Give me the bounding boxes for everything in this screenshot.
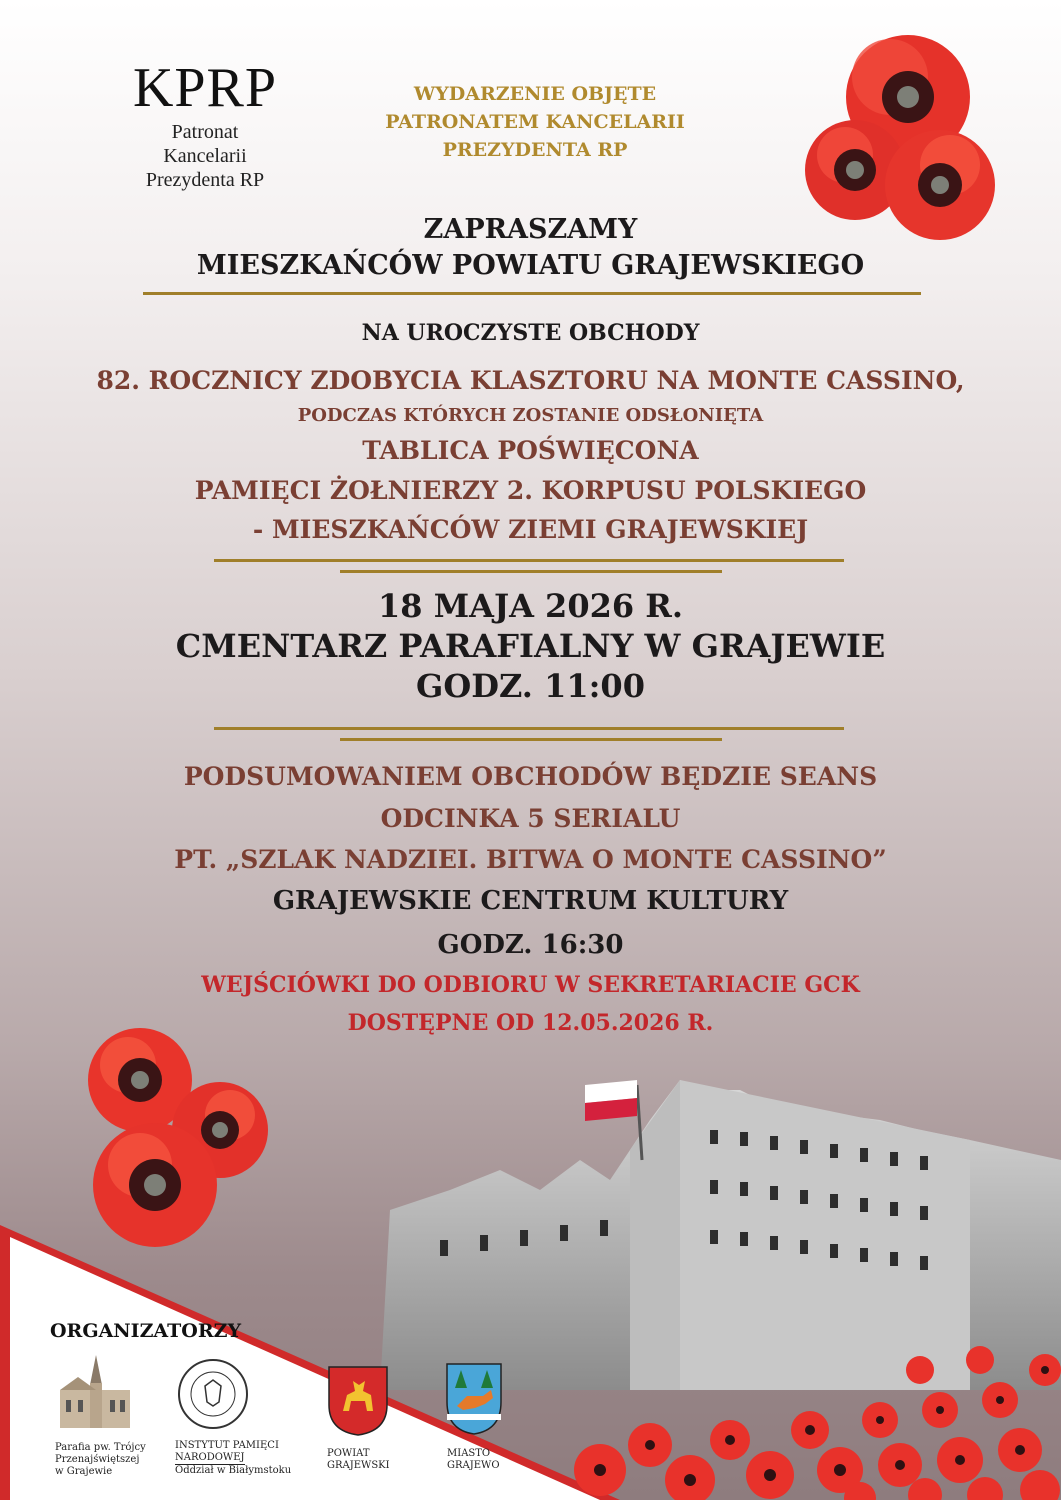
invitation-line: MIESZKAŃCÓW POWIATU GRAJEWSKIEGO bbox=[196, 250, 865, 281]
event-description-line: 82. ROCZNICY ZDOBYCIA KLASZTORU NA MONTE CASSINO, bbox=[96, 366, 965, 395]
invitation-title bbox=[0, 212, 1061, 284]
screening-venue: GRAJEWSKIE CENTRUM KULTURY bbox=[272, 886, 789, 916]
event-description-line: PAMIĘCI ŻOŁNIERZY 2. KORPUSU POLSKIEGO bbox=[194, 476, 867, 505]
parish-church-icon bbox=[58, 1355, 133, 1430]
caption-line: Parafia pw. Trójcy bbox=[55, 1442, 146, 1453]
caption-line: GRAJEWSKI bbox=[327, 1460, 390, 1471]
parish-caption bbox=[55, 1442, 146, 1478]
kprp-logo-text-line: Prezydenta RP bbox=[145, 169, 265, 191]
kprp-logo-text-line: Patronat bbox=[171, 121, 239, 143]
screening-time: GODZ. 16:30 bbox=[437, 930, 624, 960]
divider-rule bbox=[143, 292, 921, 295]
tickets-info: WEJŚCIÓWKI DO ODBIORU W SEKRETARIACIE GCK bbox=[201, 972, 860, 998]
kprp-logo-text bbox=[120, 120, 290, 192]
grajewo-caption bbox=[447, 1448, 500, 1472]
polish-flag-icon bbox=[585, 1080, 637, 1121]
kprp-logo-text-line: Kancelarii bbox=[163, 145, 247, 167]
divider-rule bbox=[340, 738, 722, 741]
caption-line: INSTYTUT PAMIĘCI bbox=[175, 1440, 279, 1451]
screening-line: ODCINKA 5 SERIALU bbox=[380, 804, 681, 833]
caption-line: NARODOWEJ bbox=[175, 1452, 245, 1463]
poppy-field-icon bbox=[540, 1330, 1061, 1500]
ceremony-time: GODZ. 11:00 bbox=[416, 667, 645, 705]
patronage-line: PATRONATEM KANCELARII bbox=[385, 111, 685, 133]
ipn-seal-icon bbox=[177, 1358, 249, 1430]
ceremony-place: CMENTARZ PARAFIALNY W GRAJEWIE bbox=[175, 627, 886, 665]
powiat-coat-of-arms-icon bbox=[327, 1365, 389, 1437]
patronage-statement bbox=[360, 80, 710, 164]
patronage-line: PREZYDENTA RP bbox=[442, 139, 628, 161]
screening-line: PT. „SZLAK NADZIEI. BITWA O MONTE CASSINO” bbox=[174, 845, 887, 874]
kprp-logo bbox=[120, 58, 290, 192]
invitation-line: ZAPRASZAMY bbox=[423, 214, 638, 245]
grajewo-coat-of-arms-icon bbox=[445, 1362, 503, 1436]
caption-line: Oddział w Białymstoku bbox=[175, 1465, 292, 1476]
caption-line: MIASTO bbox=[447, 1448, 491, 1459]
organizers-heading: ORGANIZATORZY bbox=[50, 1320, 242, 1342]
ceremony-date: 18 MAJA 2026 R. bbox=[378, 587, 683, 625]
divider-rule bbox=[214, 559, 844, 562]
caption-line: GRAJEWO bbox=[447, 1460, 500, 1471]
event-description-line: PODCZAS KTÓRYCH ZOSTANIE ODSŁONIĘTA bbox=[297, 405, 764, 426]
ceremony-subtitle: NA UROCZYSTE OBCHODY bbox=[361, 320, 700, 346]
caption-line: POWIAT bbox=[327, 1448, 370, 1459]
tickets-availability: DOSTĘPNE OD 12.05.2026 R. bbox=[347, 1010, 714, 1036]
caption-line: w Grajewie bbox=[55, 1466, 113, 1477]
patronage-line: WYDARZENIE OBJĘTE bbox=[413, 83, 657, 105]
screening-line: PODSUMOWANIEM OBCHODÓW BĘDZIE SEANS bbox=[183, 762, 878, 791]
event-description-line: - MIESZKAŃCÓW ZIEMI GRAJEWSKIEJ bbox=[252, 515, 809, 544]
powiat-caption bbox=[327, 1448, 390, 1472]
kprp-logo-mark: KPRP bbox=[132, 57, 278, 119]
caption-line: Przenajświętszej bbox=[55, 1454, 140, 1465]
divider-rule bbox=[214, 727, 844, 730]
event-description-line: TABLICA POŚWIĘCONA bbox=[362, 436, 699, 465]
divider-rule bbox=[340, 570, 722, 573]
ipn-caption bbox=[175, 1440, 291, 1477]
